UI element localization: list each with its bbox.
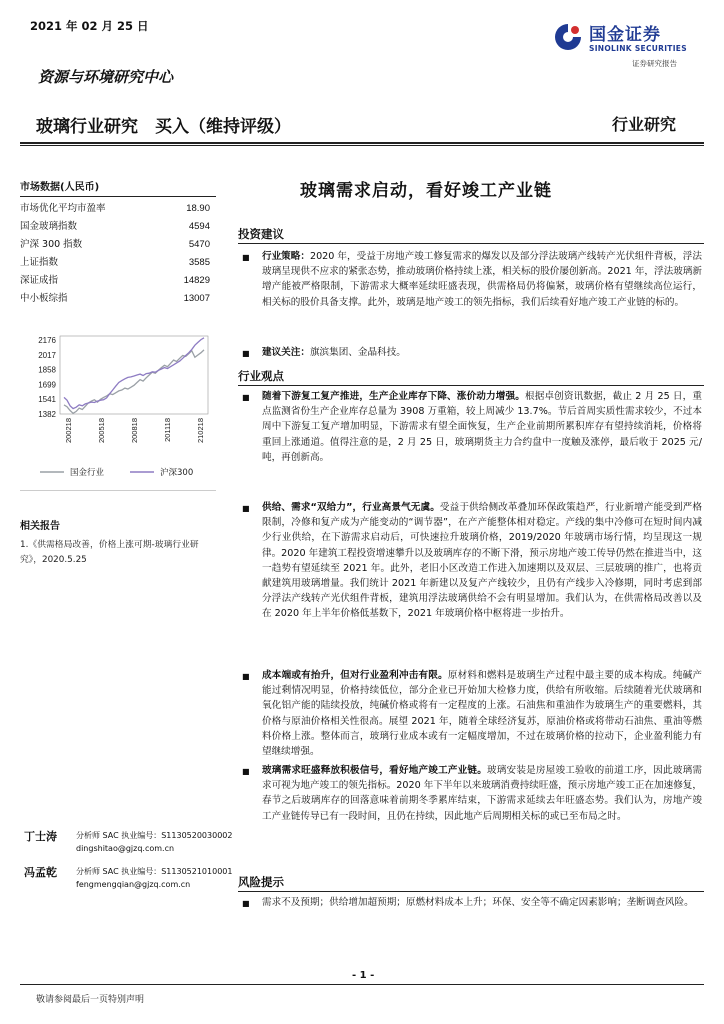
- market-data-row: [20, 290, 216, 308]
- market-data-label: 国金玻璃指数: [20, 221, 78, 232]
- report-title: 玻璃行业研究 买入（维持评级）: [36, 117, 291, 137]
- report-type: 行业研究: [612, 115, 677, 134]
- chart-plot-frame: [60, 336, 208, 414]
- market-data-row: [20, 236, 216, 254]
- x-tick-label: 210218: [196, 418, 205, 444]
- y-tick-label: 1382: [38, 410, 56, 419]
- paragraph-inventory: 随着下游复工复产推进，生产企业库存下降、涨价动力增强。根据卓创资讯数据，截止 2 月 25 日，重点监测省份生产企业库存总量为 3908 万重箱，较上周减少 13.7%。节后首周实质性需求较少，不过本周中下游复工复产增加明显，下游需求有望全面恢复，生产企业前期所累积库存有望持续消耗，价格将重回上涨通道。值得注意的是，2 月 25 日，玻璃期货主力合约盘中一度触及涨停，最后收于 2025 元/吨，再创新高。: [262, 391, 703, 463]
- report-date: 2021 年 02 月 25 日: [30, 19, 149, 33]
- analyst-license: 分析师 SAC 执业编号：S1130521010001: [76, 867, 233, 876]
- main-title: 玻璃需求启动，看好竣工产业链: [300, 181, 552, 201]
- market-data-value: 5470: [188, 239, 210, 250]
- market-data-row: [20, 200, 216, 218]
- market-data-value: 3585: [188, 257, 210, 268]
- x-tick-label: 201118: [163, 418, 172, 442]
- y-tick-label: 2017: [38, 350, 56, 360]
- footer-disclaimer: 敬请参阅最后一页特别声明: [36, 995, 145, 1005]
- analyst-email[interactable]: fengmengqian@gjzq.com.cn: [76, 880, 191, 889]
- header-divider: [20, 142, 704, 144]
- section-divider: [238, 891, 704, 892]
- paragraph-strategy: 行业策略：2020 年，受益于房地产竣工修复需求的爆发以及部分浮法玻璃产线转产光伏组件背板，浮法玻璃呈现供不应求的紧张态势，推动玻璃价格持续上涨，相关标的股价屡创新高。2021 年，浮法玻璃新增产能被严格限制，下游需求大概率延续旺盛表现，供需格局仍将偏紧，玻璃价格有望继续高位运行，相关标的股价具备支撑。此外，玻璃是地产竣工的领先指标，我们后续看好地产竣工产业链的标的。: [262, 251, 702, 308]
- market-data-label: 沪深 300 指数: [20, 239, 83, 250]
- analyst-name: 丁士涛: [24, 830, 57, 843]
- section-investment: 投资建议: [238, 227, 284, 241]
- footer-divider: [20, 984, 704, 985]
- market-data-value: 14829: [183, 275, 210, 286]
- analyst-name: 冯孟乾: [24, 866, 57, 879]
- x-tick-label: 200218: [64, 418, 73, 444]
- index-line-chart: [20, 322, 216, 490]
- y-tick-label: 1541: [38, 395, 56, 405]
- series-line-1: [64, 338, 204, 409]
- bullet-icon: ■: [242, 253, 250, 262]
- bullet-icon: ■: [242, 349, 250, 358]
- header-divider-thin: [20, 145, 704, 146]
- page-number: - 1 -: [352, 970, 375, 981]
- paragraph-supply-demand: 供给、需求“双给力”，行业高景气无虞。受益于供给侧改革叠加环保政策趋严，行业新增产能受到严格限制，冷修和复产成为产能变动的“调节器”，在产产能整体相对稳定。产线的集中冷修可在短时间内减少行业供给，在下游需求启动后，可快速拉升玻璃价格，2019/2020 年玻璃市场行情，均呈现这一规律。2020 年建筑工程投资增速攀升以及玻璃库存的不断下滑，预示房地产竣工传导仍然在推进当中，这一趋势有望延续至 2021 年。此外，老旧小区改造工作进入加速期以及双层、三层玻璃的推广，也将贡献建筑用玻璃增量。我们统计 2021 年新建以及复产产线较少，且仍有产线步入冷修期，同时考虑到部分浮法产线转产光伏组件背板，建筑用浮法玻璃供给不会有明显增加。我们认为，在供需格局改善以及在 2020 年上半年价格低基数下，2021 年玻璃价格中枢将进一步抬升。: [262, 502, 702, 620]
- company-logo: [553, 20, 703, 62]
- paragraph-cost: 成本端或有抬升，但对行业盈利冲击有限。原材料和燃料是玻璃生产过程中最主要的成本构成。纯碱产能过剩情况明显，价格持续低位，部分企业已开始加大检修力度，供给有所收缩。后续随着光伏玻璃和氧化铝产能的陆续投放，纯碱价格或将有一定程度的上涨。石油焦和重油作为玻璃生产的重要燃料，其价格与原油价格相关性很高。展望 2021 年，随着全球经济复苏，原油价格或将带动石油焦、重油等燃料价格上涨。整体而言，玻璃行业成本或有一定幅度增加，不过在玻璃价格的拉动下，企业盈利能力有望继续增强。: [262, 670, 703, 758]
- section-divider: [238, 385, 704, 386]
- paragraph-recommend: 建议关注：旗滨集团、金晶科技。: [262, 347, 406, 358]
- section-divider: [238, 243, 704, 244]
- bullet-icon: ■: [242, 672, 250, 681]
- market-data-row: [20, 272, 216, 290]
- market-data-label: 市场优化平均市盈率: [20, 203, 106, 214]
- index-chart: [20, 322, 216, 491]
- market-data-value: 4594: [188, 221, 210, 232]
- section-risk: 风险提示: [238, 875, 284, 889]
- market-data-label: 中小板综指: [20, 293, 68, 304]
- logo-text-en: SINOLINK SECURITIES: [589, 44, 687, 53]
- y-tick-label: 1699: [38, 380, 56, 390]
- logo-text-cn: 国金证券: [589, 25, 661, 45]
- x-tick-label: 200818: [130, 418, 139, 444]
- paragraph-risk: 需求不及预期；供给增加超预期；原燃材料成本上升；环保、安全等不确定因素影响；垄断调查风险。: [262, 897, 694, 908]
- analyst-license: 分析师 SAC 执业编号：S1130520030002: [76, 831, 233, 840]
- market-data-label: 上证指数: [20, 257, 59, 268]
- logo-subtitle: 证券研究报告: [632, 59, 677, 68]
- bullet-icon: ■: [242, 393, 250, 402]
- x-tick-label: 200518: [97, 418, 106, 444]
- research-center-name: 资源与环境研究中心: [38, 68, 174, 86]
- related-reports-title: 相关报告: [20, 521, 60, 532]
- legend-label: 国金行业: [70, 468, 105, 478]
- paragraph-completion: 玻璃需求旺盛释放积极信号，看好地产竣工产业链。玻璃安装是房屋竣工验收的前道工序，因此玻璃需求可视为地产竣工的领先指标。2020 年下半年以来玻璃消费持续旺盛，预示房地产竣工正在加速修复，春节之后玻璃库存的回落意味着前期冬季累库结束，下游需求延续去年旺盛态势。我们认为，房地产竣工产业链传导已有一段时间，且仍在持续，因此地产后周期相关标的或已至布局之时。: [262, 765, 702, 822]
- analyst-email[interactable]: dingshitao@gjzq.com.cn: [76, 844, 175, 853]
- market-data-row: [20, 254, 216, 272]
- bullet-icon: ■: [242, 504, 250, 513]
- market-data-value: 18.90: [186, 203, 210, 214]
- logo-mark-icon: [553, 22, 583, 52]
- related-report-item[interactable]: 1.《供需格局改善，价格上涨可期-玻璃行业研究》，2020.5.25: [20, 540, 199, 565]
- section-industry-view: 行业观点: [238, 369, 284, 383]
- y-tick-label: 1858: [38, 365, 56, 375]
- y-tick-label: 2176: [38, 336, 56, 345]
- market-data-title: 市场数据(人民币): [20, 178, 216, 197]
- market-data-value: 13007: [183, 293, 210, 304]
- bullet-icon: ■: [242, 767, 250, 776]
- legend-label: 沪深300: [160, 468, 194, 478]
- market-data-panel: [20, 178, 216, 308]
- market-data-label: 深证成指: [20, 275, 59, 286]
- bullet-icon: ■: [242, 899, 250, 908]
- market-data-row: [20, 218, 216, 236]
